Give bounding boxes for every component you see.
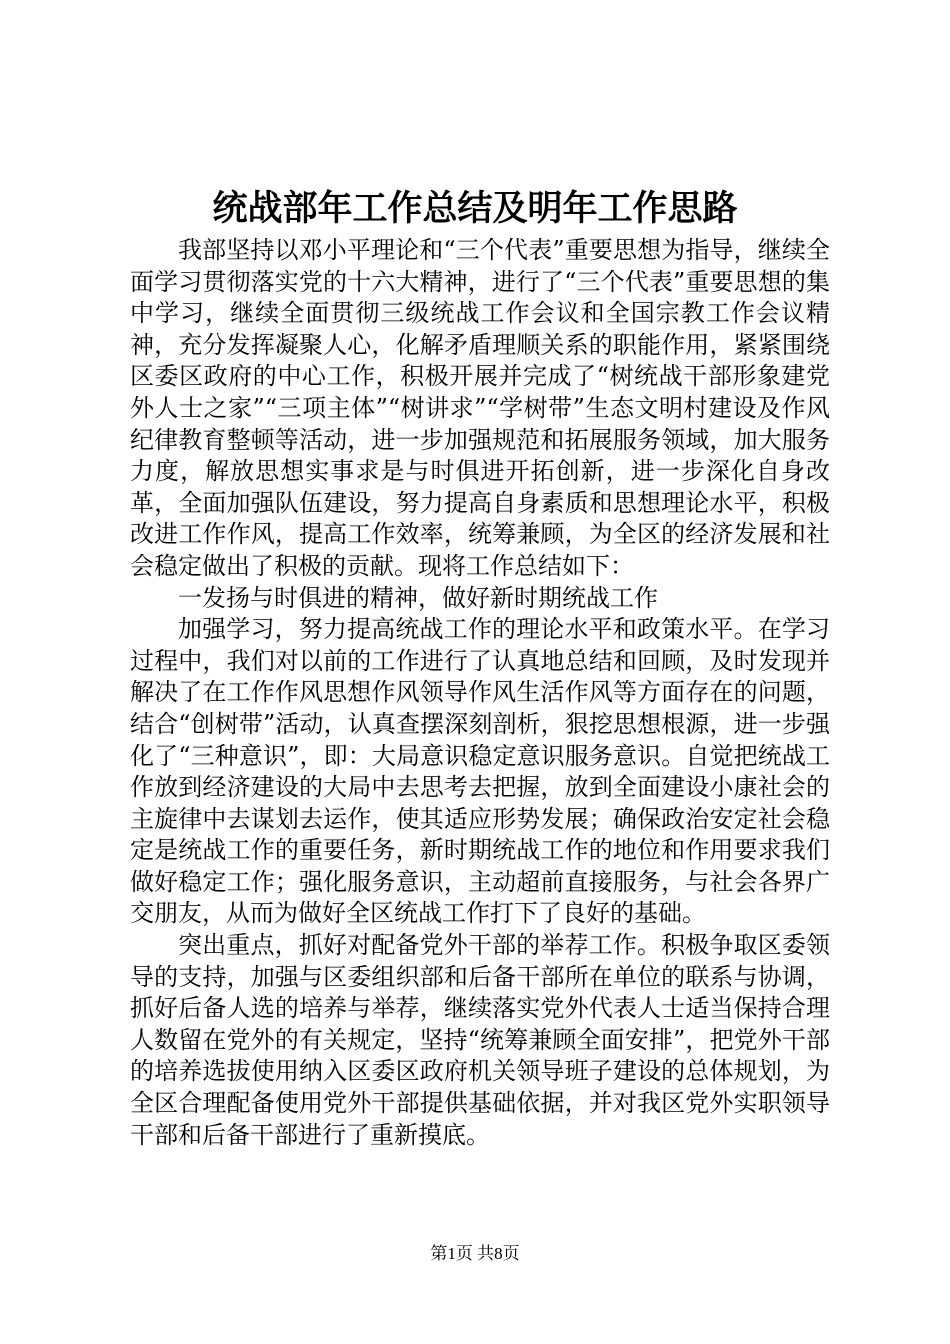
- paragraph-cadre: 突出重点，抓好对配备党外干部的举荐工作。积极争取区委领导的支持，加强与区委组织部和后备干部所在单位的联系与协调，抓好后备人选的培养与举荐，继续落实党外代表人士适当保持合理人数留在党外的有关规定，坚持“统筹兼顾全面安排”，把党外干部的培养选拔使用纳入区委区政府机关领导班子建设的总体规划，为全区合理配备使用党外干部提供基础依据，并对我区党外实职领导干部和后备干部进行了重新摸底。: [130, 931, 830, 1149]
- document-title: 统战部年工作总结及明年工作思路: [212, 188, 738, 229]
- page-number: 第1页 共8页: [430, 1244, 520, 1263]
- section-heading-1: 一发扬与时俱进的精神，做好新时期统战工作: [178, 583, 658, 612]
- paragraph-intro: 我部坚持以邓小平理论和“三个代表”重要思想为指导，继续全面学习贯彻落实党的十六大精神，进行了“三个代表”重要思想的集中学习，继续全面贯彻三级统战工作会议和全国宗教工作会议精神，充分发挥凝聚人心，化解矛盾理顺关系的职能作用，紧紧围绕区委区政府的中心工作，积极开展并完成了“树统战干部形象建党外人士之家”“三项主体”“树讲求”“学树带”生态文明村建设及作风纪律教育整顿等活动，进一步加强规范和拓展服务领域，加大服务力度，解放思想实事求是与时俱进开拓创新，进一步深化自身改革，全面加强队伍建设，努力提高自身素质和思想理论水平，积极改进工作作风，提高工作效率，统筹兼顾，为全区的经济发展和社会稳定做出了积极的贡献。现将工作总结如下：: [130, 236, 830, 580]
- document-body: [130, 235, 830, 1151]
- paragraph-study: 加强学习，努力提高统战工作的理论水平和政策水平。在学习过程中，我们对以前的工作进行了认真地总结和回顾，及时发现并解决了在工作作风思想作风领导作风生活作风等方面存在的问题，结合“创树带”活动，认真查摆深刻剖析，狠挖思想根源，进一步强化了“三种意识”，即：大局意识稳定意识服务意识。自觉把统战工作放到经济建设的大局中去思考去把握，放到全面建设小康社会的主旋律中去谋划去运作，使其适应形势发展；确保政治安定社会稳定是统战工作的重要任务，新时期统战工作的地位和作用要求我们做好稳定工作；强化服务意识，主动超前直接服务，与社会各界广交朋友，从而为做好全区统战工作打下了良好的基础。: [130, 615, 830, 928]
